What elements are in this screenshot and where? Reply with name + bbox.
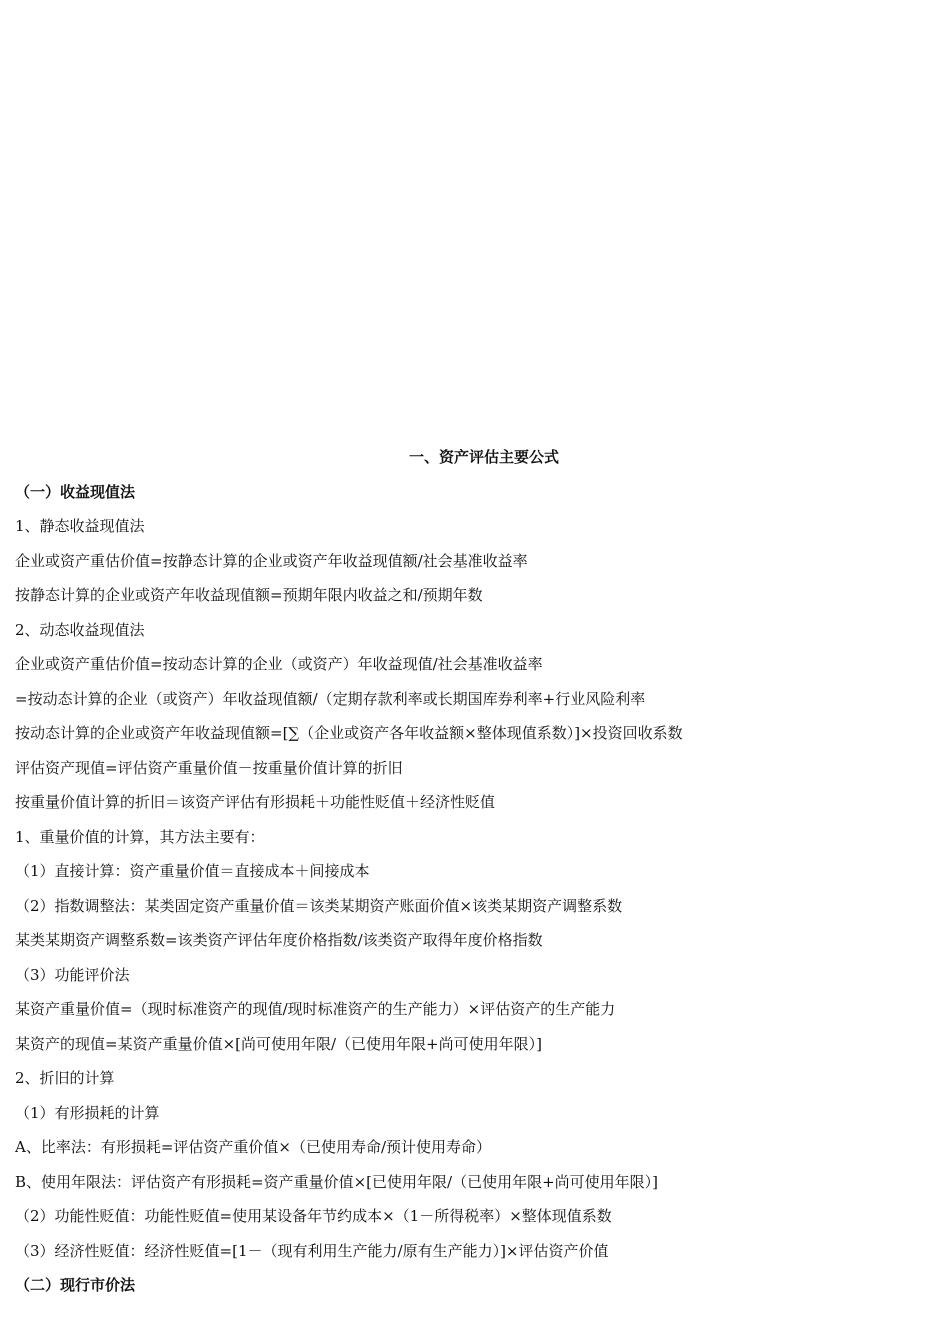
text-line: 2、折旧的计算: [15, 1069, 115, 1087]
text-line: （3）功能评价法: [15, 965, 130, 984]
section-heading-market-approach: （二）现行市价法: [15, 1276, 136, 1294]
text-line: 企业或资产重估价值=按静态计算的企业或资产年收益现值额/社会基准收益率: [15, 551, 528, 570]
text-line: （2）指数调整法：某类固定资产重量价值＝该类某期资产账面价值×该类某期资产调整系数: [15, 896, 623, 915]
document-title: 一、资产评估主要公式: [408, 448, 559, 466]
text-line: 企业或资产重估价值=按动态计算的企业（或资产）年收益现值/社会基准收益率: [15, 655, 543, 673]
text-line: B、使用年限法：评估资产有形损耗=资产重量价值×[已使用年限/（已使用年限+尚可使用年限）]: [15, 1172, 658, 1191]
text-line: 某资产重量价值=（现时标准资产的现值/现时标准资产的生产能力）×评估资产的生产能力: [15, 1000, 616, 1018]
text-line: 某类某期资产调整系数=该类资产评估年度价格指数/该类资产取得年度价格指数: [15, 931, 543, 949]
text-line: （1）有形损耗的计算: [15, 1103, 160, 1122]
text-line: 评估资产现值=评估资产重量价值－按重量价值计算的折旧: [15, 758, 403, 777]
text-line: （2）功能性贬值：功能性贬值=使用某设备年节约成本×（1－所得税率）×整体现值系数: [15, 1207, 612, 1225]
text-line: =按动态计算的企业（或资产）年收益现值额/（定期存款利率或长期国库券利率+行业风险利率: [15, 689, 646, 708]
text-line: A、比率法：有形损耗=评估资产重价值×（已使用寿命/预计使用寿命）: [15, 1138, 492, 1156]
text-line: 按静态计算的企业或资产年收益现值额=预期年限内收益之和/预期年数: [15, 586, 483, 604]
text-line: 2、动态收益现值法: [15, 620, 145, 639]
text-line: （1）直接计算：资产重量价值＝直接成本＋间接成本: [15, 862, 370, 880]
text-line: 按重量价值计算的折旧＝该资产评估有形损耗＋功能性贬值＋经济性贬值: [15, 793, 496, 811]
text-line: 按动态计算的企业或资产年收益现值额=[∑（企业或资产各年收益额×整体现值系数）]×投资回收系数: [15, 724, 683, 742]
text-line: 某资产的现值=某资产重量价值×[尚可使用年限/（已使用年限+尚可使用年限）]: [15, 1034, 542, 1053]
text-line: 1、静态收益现值法: [15, 517, 145, 535]
text-line: （3）经济性贬值：经济性贬值=[1－（现有利用生产能力/原有生产能力）]×评估资产价值: [15, 1241, 609, 1260]
document-content: [15, 440, 935, 1303]
text-line: 1、重量价值的计算，其方法主要有：: [15, 827, 265, 846]
section-heading-income-approach: （一）收益现值法: [15, 482, 136, 501]
